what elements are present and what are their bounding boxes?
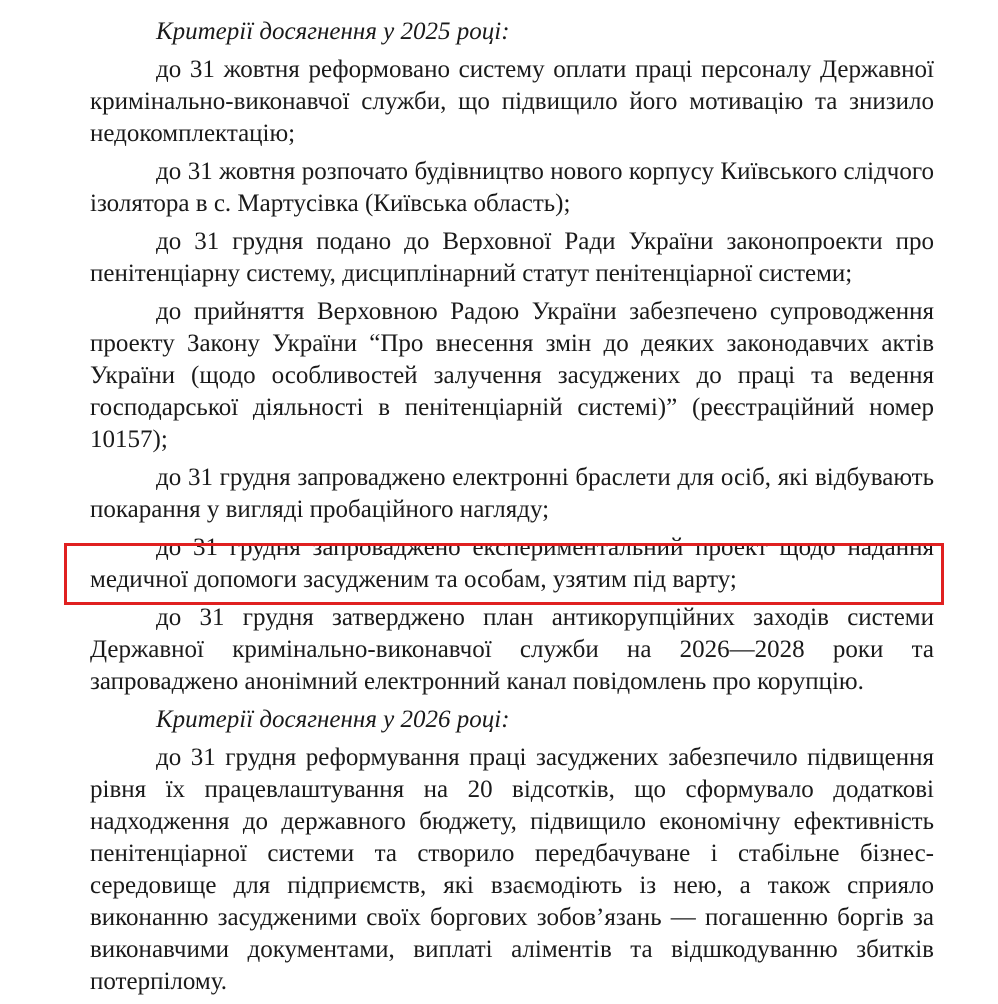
heading-2026: Критерії досягнення у 2026 році: bbox=[156, 706, 510, 733]
list-item: до 31 грудня запроваджено електронні браслети для осіб, які відбувають покарання у вигляді пробаційного нагляду; bbox=[90, 464, 934, 523]
list-item: до 31 грудня реформування праці засуджених забезпечило підвищення рівня їх працевлаштування на 20 відсотків, що сформувало додаткові надходження до державного бюджету, підвищило економічну ефективність пенітенціарної системи та створило передбачуване і стабільне бізнес-середовище для підприємств, які взаємодіють із нею, а також сприяло виконанню засудженими своїх боргових зобов’язань — погашенню боргів за виконавчими документами, виплаті аліментів та відшкодуванню збитків потерпілому. bbox=[90, 744, 934, 995]
list-item: до прийняття Верховною Радою України забезпечено супроводження проекту Закону України “Про внесення змін до деяких законодавчих актів України (щодо особливостей залучення засуджених до праці та ведення господарської діяльності в пенітенціарній системі)” (реєстраційний номер 10157); bbox=[90, 298, 934, 453]
list-item: до 31 жовтня реформовано систему оплати праці персоналу Державної кримінально-виконавчої служби, що підвищило його мотивацію та знизило недокомплектацію; bbox=[90, 56, 934, 147]
list-item: до 31 грудня затверджено план антикорупційних заходів системи Державної кримінально-виконавчої служби на 2026—2028 роки та запроваджено анонімний електронний канал повідомлень про корупцію. bbox=[90, 604, 934, 695]
list-item: до 31 жовтня розпочато будівництво нового корпусу Київського слідчого ізолятора в с. Мартусівка (Київська область); bbox=[90, 158, 934, 217]
highlighted-list-item: до 31 грудня запроваджено експериментальний проект щодо надання медичної допомоги засудженим та особам, узятим під варту; bbox=[90, 534, 934, 593]
heading-2025: Критерії досягнення у 2025 році: bbox=[156, 18, 510, 45]
list-item: до 31 грудня подано до Верховної Ради України законопроекти про пенітенціарну систему, дисциплінарний статут пенітенціарної системи; bbox=[90, 228, 934, 287]
document-page bbox=[90, 16, 934, 1004]
